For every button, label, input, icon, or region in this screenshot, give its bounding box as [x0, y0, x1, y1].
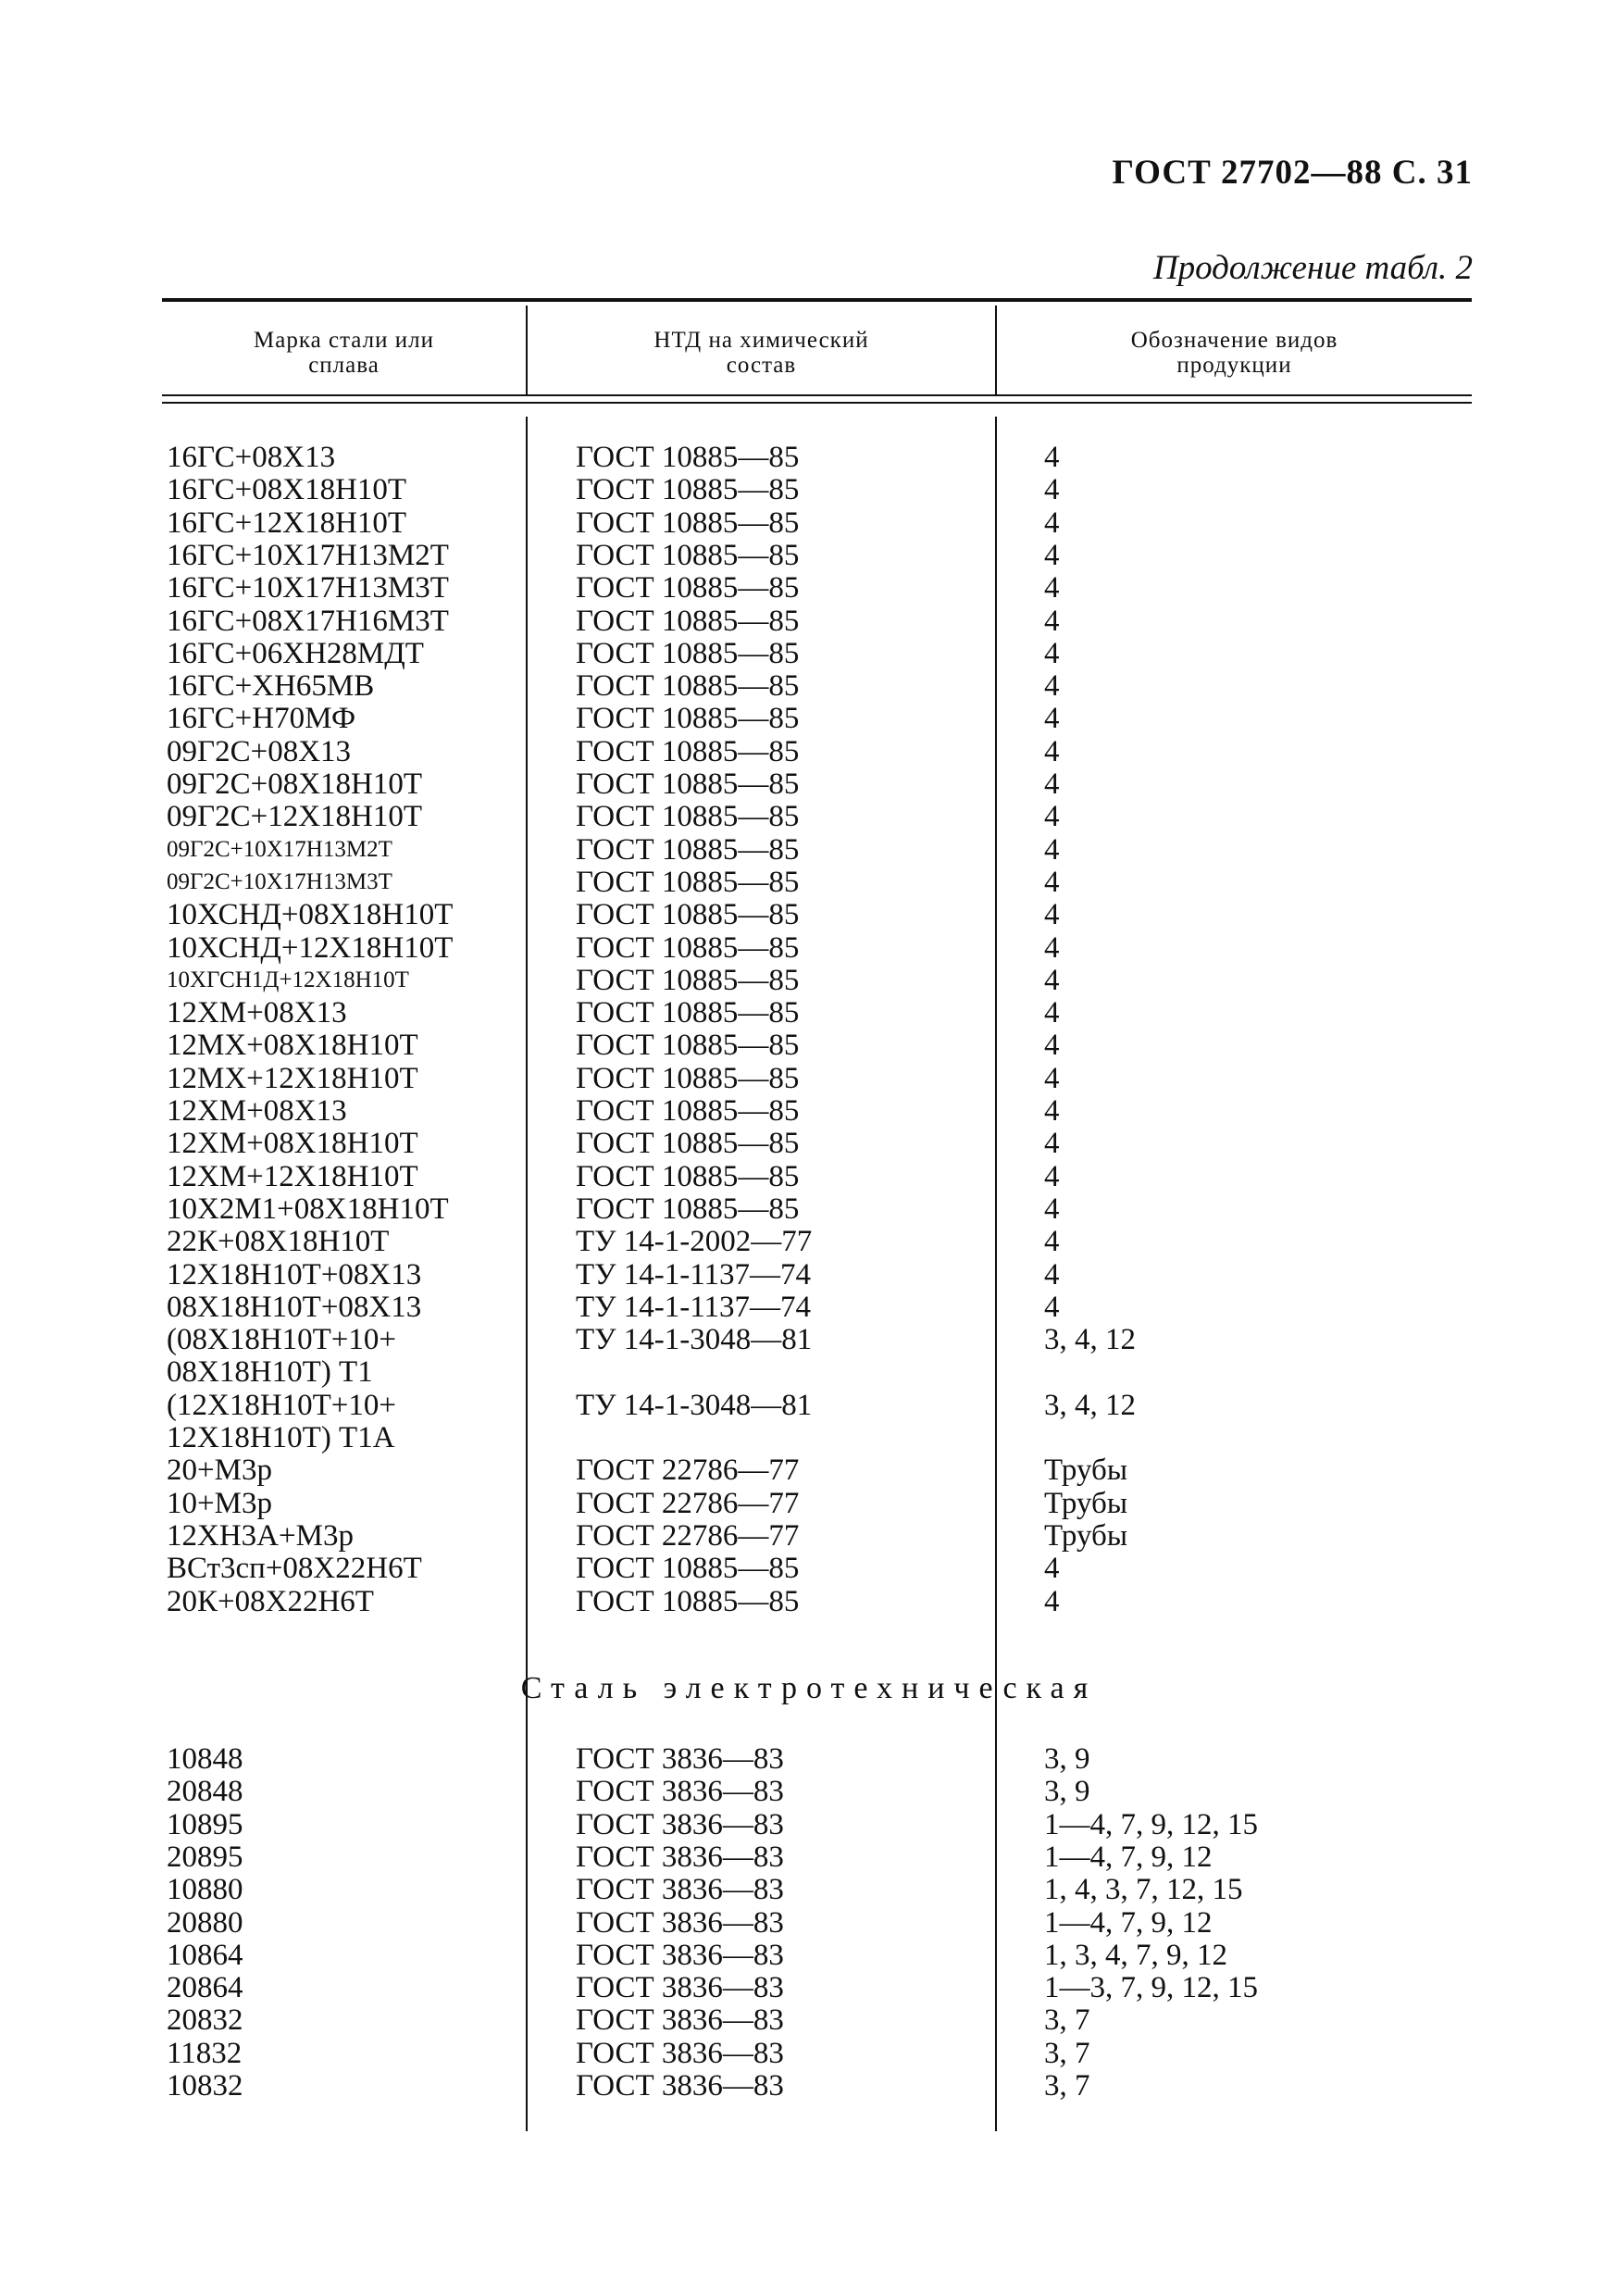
cell-grade: 20895	[167, 1840, 243, 1874]
cell-grade: 09Г2С+08Х18Н10Т	[167, 767, 423, 801]
table-row	[162, 735, 1472, 768]
cell-ntd: ГОСТ 3836—83	[576, 1742, 784, 1776]
table-row	[162, 473, 1472, 506]
cell-grade: 12МХ+08Х18Н10Т	[167, 1029, 418, 1063]
cell-products: 4	[1044, 996, 1060, 1030]
table-row	[162, 1127, 1472, 1160]
cell-ntd: ГОСТ 3836—83	[576, 1905, 784, 1940]
cell-products: 4	[1044, 800, 1060, 834]
cell-grade: 09Г2С+12Х18Н10Т	[167, 800, 423, 834]
cell-ntd: ГОСТ 3836—83	[576, 1807, 784, 1841]
cell-ntd: ГОСТ 3836—83	[576, 2069, 784, 2103]
table-row	[162, 539, 1472, 572]
page-header: ГОСТ 27702—88 С. 31	[1112, 154, 1473, 192]
cell-ntd: ГОСТ 10885—85	[576, 1094, 800, 1128]
cell-grade: 09Г2С+10Х17Н13М2Т	[167, 836, 392, 862]
header-bottom-rule-2	[162, 402, 1472, 404]
cell-products: 4	[1044, 1159, 1060, 1193]
cell-ntd: ГОСТ 3836—83	[576, 2003, 784, 2038]
cell-products: 4	[1044, 930, 1060, 965]
cell-ntd: ГОСТ 10885—85	[576, 1127, 800, 1161]
cell-products: 4	[1044, 538, 1060, 572]
table-continuation-label: Продолжение табл. 2	[1152, 249, 1473, 287]
cell-ntd: ТУ 14-1-1137—74	[576, 1257, 812, 1292]
cell-ntd: ГОСТ 10885—85	[576, 441, 800, 474]
cell-grade: 10895	[167, 1807, 243, 1841]
cell-grade: 16ГС+10Х17Н13М3Т	[167, 571, 449, 605]
cell-ntd: ГОСТ 3836—83	[576, 2036, 784, 2070]
cell-products: 4	[1044, 734, 1060, 768]
cell-products: 4	[1044, 441, 1060, 474]
table-row	[162, 931, 1472, 965]
cell-grade: 20К+08Х22Н6Т	[167, 1584, 374, 1618]
cell-products: Трубы	[1044, 1454, 1127, 1488]
table-row	[162, 1225, 1472, 1258]
table-row	[162, 1094, 1472, 1128]
cell-products: 3, 9	[1044, 1742, 1090, 1776]
cell-grade: 16ГС+08Х13	[167, 441, 336, 474]
cell-grade: 08Х18Н10Т+08Х13	[167, 1290, 422, 1324]
column-header-ntd	[528, 328, 995, 378]
cell-grade: 10880	[167, 1873, 243, 1907]
table-row	[162, 1552, 1472, 1585]
cell-products: 1—4, 7, 9, 12	[1044, 1840, 1213, 1874]
cell-ntd: ГОСТ 10885—85	[576, 538, 800, 572]
cell-grade: 10ХГСН1Д+12Х18Н10Т	[167, 967, 409, 992]
cell-grade: 16ГС+10Х17Н13М2Т	[167, 538, 449, 572]
table-row	[162, 1323, 1472, 1356]
cell-products: 4	[1044, 669, 1060, 704]
cell-ntd: ГОСТ 10885—85	[576, 963, 800, 997]
cell-products: 4	[1044, 1257, 1060, 1292]
table-row	[162, 1062, 1472, 1095]
table-row	[162, 800, 1472, 833]
cell-products: 4	[1044, 1029, 1060, 1063]
cell-products: 1—4, 7, 9, 12	[1044, 1905, 1213, 1940]
cell-products: 4	[1044, 702, 1060, 736]
table-row	[162, 2069, 1472, 2103]
table-row	[162, 441, 1472, 474]
cell-grade: 12ХМ+08Х13	[167, 1094, 347, 1128]
cell-ntd: ГОСТ 3836—83	[576, 1840, 784, 1874]
table-row	[162, 1160, 1472, 1193]
table-row	[162, 637, 1472, 670]
column-header-grade-line1: Марка стали или	[254, 328, 434, 353]
cell-products: 1, 4, 3, 7, 12, 15	[1044, 1873, 1243, 1907]
column-header-products-line2: продукции	[1176, 353, 1292, 378]
cell-grade: 16ГС+08Х17Н16М3Т	[167, 604, 449, 638]
cell-grade: 12ХН3А+М3р	[167, 1518, 354, 1553]
cell-products: 1—4, 7, 9, 12, 15	[1044, 1807, 1258, 1841]
table-row	[162, 1389, 1472, 1422]
cell-products: 3, 7	[1044, 2003, 1090, 2038]
table-row	[162, 2003, 1472, 2037]
cell-products: Трубы	[1044, 1518, 1127, 1553]
cell-grade: 10ХСНД+08Х18Н10Т	[167, 898, 454, 932]
cell-products: 4	[1044, 505, 1060, 540]
cell-grade: 12Х18Н10Т+08Х13	[167, 1257, 422, 1292]
cell-grade: 10Х2М1+08Х18Н10Т	[167, 1192, 449, 1226]
table-row	[162, 1454, 1472, 1487]
table-row	[162, 1906, 1472, 1940]
cell-grade: 12ХМ+12Х18Н10Т	[167, 1159, 418, 1193]
cell-ntd: ГОСТ 10885—85	[576, 604, 800, 638]
table-row	[162, 605, 1472, 638]
cell-products: 4	[1044, 865, 1060, 899]
cell-grade: 20848	[167, 1775, 243, 1809]
cell-ntd: ТУ 14-1-3048—81	[576, 1323, 813, 1357]
table-row	[162, 1355, 1472, 1389]
cell-ntd: ГОСТ 10885—85	[576, 898, 800, 932]
cell-grade: 20832	[167, 2003, 243, 2038]
table-row	[162, 1585, 1472, 1618]
table-row	[162, 1841, 1472, 1874]
table-row	[162, 571, 1472, 605]
cell-ntd: ГОСТ 10885—85	[576, 1159, 800, 1193]
cell-grade: 16ГС+ХН65МВ	[167, 669, 375, 704]
cell-ntd: ТУ 14-1-1137—74	[576, 1290, 812, 1324]
cell-products: 4	[1044, 1584, 1060, 1618]
table-row	[162, 1291, 1472, 1324]
table-row	[162, 898, 1472, 931]
cell-products: 3, 4, 12	[1044, 1388, 1136, 1422]
electro-divider-1	[526, 1736, 528, 2131]
cell-ntd: ГОСТ 10885—85	[576, 1552, 800, 1586]
table-row	[162, 996, 1472, 1029]
table-row	[162, 669, 1472, 703]
table-row	[162, 506, 1472, 540]
cell-ntd: ТУ 14-1-3048—81	[576, 1388, 813, 1422]
cell-ntd: ГОСТ 10885—85	[576, 996, 800, 1030]
cell-grade: 16ГС+12Х18Н10Т	[167, 505, 407, 540]
cell-ntd: ГОСТ 10885—85	[576, 1584, 800, 1618]
cell-grade: 12ХМ+08Х18Н10Т	[167, 1127, 418, 1161]
table-row	[162, 1192, 1472, 1226]
column-header-products-line1: Обозначение видов	[1130, 328, 1338, 353]
cell-grade: (08Х18Н10Т+10+	[167, 1323, 397, 1357]
cell-grade: 11832	[167, 2036, 243, 2070]
cell-ntd: ГОСТ 10885—85	[576, 930, 800, 965]
cell-grade: 16ГС+08Х18Н10Т	[167, 473, 407, 507]
cell-ntd: ГОСТ 10885—85	[576, 865, 800, 899]
cell-ntd: ГОСТ 10885—85	[576, 1029, 800, 1063]
cell-grade: 20864	[167, 1971, 243, 2005]
cell-grade: 08Х18Н10Т) Т1	[167, 1355, 373, 1390]
cell-grade: 12Х18Н10Т) Т1А	[167, 1421, 395, 1454]
table-row	[162, 1971, 1472, 2004]
cell-grade: 09Г2С+10Х17Н13М3Т	[167, 868, 392, 894]
cell-products: 4	[1044, 571, 1060, 605]
cell-products: 1—3, 7, 9, 12, 15	[1044, 1971, 1258, 2005]
table-row	[162, 1873, 1472, 1906]
cell-products: Трубы	[1044, 1486, 1127, 1520]
cell-products: 4	[1044, 832, 1060, 867]
cell-ntd: ГОСТ 22786—77	[576, 1518, 800, 1553]
cell-products: 4	[1044, 636, 1060, 670]
table-row	[162, 767, 1472, 801]
cell-ntd: ГОСТ 10885—85	[576, 702, 800, 736]
table-row	[162, 833, 1472, 867]
table-row	[162, 1808, 1472, 1841]
cell-grade: 12МХ+12Х18Н10Т	[167, 1061, 418, 1095]
table-row	[162, 1939, 1472, 1972]
cell-grade: ВСт3сп+08Х22Н6Т	[167, 1552, 422, 1586]
table-row	[162, 1519, 1472, 1553]
cell-grade: 12ХМ+08Х13	[167, 996, 347, 1030]
cell-products: 3, 9	[1044, 1775, 1090, 1809]
table-row	[162, 1775, 1472, 1808]
cell-products: 4	[1044, 604, 1060, 638]
cell-grade: 09Г2С+08Х13	[167, 734, 352, 768]
cell-products: 3, 7	[1044, 2069, 1090, 2103]
cell-products: 3, 4, 12	[1044, 1323, 1136, 1357]
cell-products: 4	[1044, 963, 1060, 997]
table-row	[162, 1487, 1472, 1520]
table-row	[162, 866, 1472, 899]
cell-grade: 16ГС+Н70МФ	[167, 702, 356, 736]
table-row	[162, 2037, 1472, 2070]
cell-ntd: ГОСТ 10885—85	[576, 767, 800, 801]
cell-ntd: ГОСТ 22786—77	[576, 1486, 800, 1520]
cell-ntd: ГОСТ 10885—85	[576, 636, 800, 670]
cell-ntd: ГОСТ 3836—83	[576, 1971, 784, 2005]
cell-products: 3, 7	[1044, 2036, 1090, 2070]
table-row	[162, 702, 1472, 735]
cell-grade: 10ХСНД+12Х18Н10Т	[167, 930, 454, 965]
table-row	[162, 1029, 1472, 1062]
cell-products: 1, 3, 4, 7, 9, 12	[1044, 1938, 1227, 1972]
cell-ntd: ГОСТ 10885—85	[576, 800, 800, 834]
column-header-ntd-line2: состав	[726, 353, 797, 378]
cell-ntd: ГОСТ 22786—77	[576, 1454, 800, 1488]
table-top-rule	[162, 298, 1472, 302]
table-row	[162, 1742, 1472, 1776]
cell-grade: 20+М3р	[167, 1454, 272, 1488]
cell-products: 4	[1044, 1290, 1060, 1324]
cell-grade: 10864	[167, 1938, 243, 1972]
cell-ntd: ГОСТ 10885—85	[576, 832, 800, 867]
table-row	[162, 1421, 1472, 1454]
cell-ntd: ГОСТ 10885—85	[576, 473, 800, 507]
column-header-products	[997, 328, 1472, 378]
electro-divider-2	[995, 1736, 997, 2131]
cell-ntd: ГОСТ 10885—85	[576, 1061, 800, 1095]
column-header-grade	[162, 328, 526, 378]
table-row	[162, 1258, 1472, 1292]
cell-grade: 10832	[167, 2069, 243, 2103]
cell-ntd: ТУ 14-1-2002—77	[576, 1225, 813, 1259]
cell-grade: 16ГС+06ХН28МДТ	[167, 636, 424, 670]
cell-ntd: ГОСТ 10885—85	[576, 1192, 800, 1226]
cell-products: 4	[1044, 1061, 1060, 1095]
cell-products: 4	[1044, 1127, 1060, 1161]
cell-products: 4	[1044, 473, 1060, 507]
column-header-grade-line2: сплава	[308, 353, 380, 378]
cell-ntd: ГОСТ 10885—85	[576, 571, 800, 605]
cell-products: 4	[1044, 1094, 1060, 1128]
cell-products: 4	[1044, 1192, 1060, 1226]
cell-grade: 22К+08Х18Н10Т	[167, 1225, 390, 1259]
cell-ntd: ГОСТ 3836—83	[576, 1873, 784, 1907]
cell-grade: 20880	[167, 1905, 243, 1940]
header-bottom-rule-1	[162, 394, 1472, 396]
section-title-electrical-steel: Сталь электротехническая	[520, 1671, 1098, 1705]
cell-ntd: ГОСТ 10885—85	[576, 505, 800, 540]
cell-ntd: ГОСТ 10885—85	[576, 734, 800, 768]
cell-grade: (12Х18Н10Т+10+	[167, 1388, 397, 1422]
cell-ntd: ГОСТ 10885—85	[576, 669, 800, 704]
cell-products: 4	[1044, 898, 1060, 932]
cell-grade: 10+М3р	[167, 1486, 272, 1520]
cell-ntd: ГОСТ 3836—83	[576, 1775, 784, 1809]
table-row	[162, 964, 1472, 997]
cell-products: 4	[1044, 1225, 1060, 1259]
cell-grade: 10848	[167, 1742, 243, 1776]
cell-products: 4	[1044, 1552, 1060, 1586]
cell-ntd: ГОСТ 3836—83	[576, 1938, 784, 1972]
cell-products: 4	[1044, 767, 1060, 801]
column-header-ntd-line1: НТД на химический	[653, 328, 869, 353]
